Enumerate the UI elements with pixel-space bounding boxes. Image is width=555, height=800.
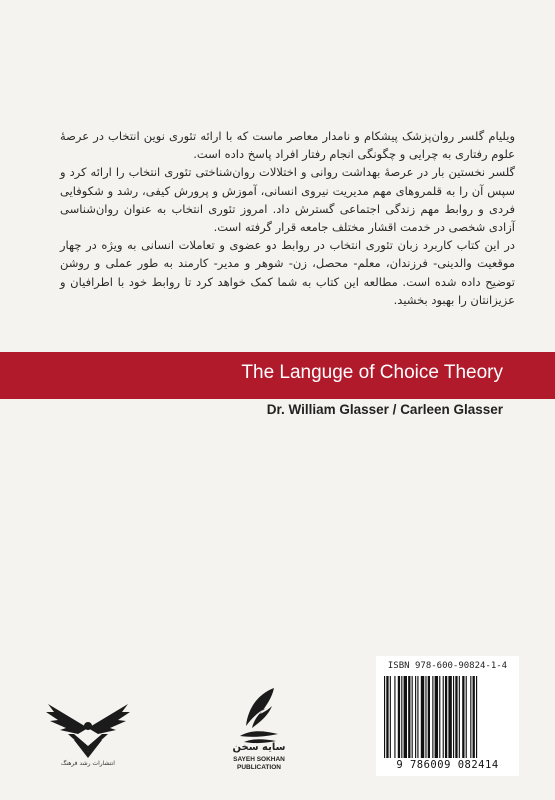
barcode-bar bbox=[384, 676, 385, 758]
isbn-label: ISBN 978-600-90824-1-4 bbox=[387, 661, 508, 671]
isbn-barcode-block bbox=[376, 656, 519, 776]
barcode-bar bbox=[448, 676, 451, 758]
feather-quill-icon bbox=[228, 684, 292, 748]
barcode-bar bbox=[417, 676, 418, 758]
blurb-paragraph-2: گلسر نخستین بار در عرصهٔ بهداشت روانی و اختلالات روان‌شناختی تئوری انتخاب را ارائه کرد و سپس آن را به قلمروهای مهم مدیریت نیروی انسانی، آموزش و پرورش کیفی، رشد و شکوفایی فردی و روابط مهم زندگی اجتماعی گسترش داد. امروز تئوری انتخاب به عنوان روان‌شناسی آزادی شخصی در خدمت اقشار مختلف جامعه قرار گرفته است. bbox=[60, 165, 515, 235]
barcode-number: 9 786009 082414 bbox=[396, 759, 499, 771]
barcode-bar bbox=[445, 676, 447, 758]
barcode-bar bbox=[476, 676, 477, 758]
barcode-bar bbox=[435, 676, 438, 758]
winged-emblem-icon bbox=[44, 690, 132, 770]
barcode-bar bbox=[401, 676, 402, 758]
blurb-text bbox=[60, 127, 515, 309]
barcode-bar bbox=[386, 676, 388, 758]
barcode-bar bbox=[473, 676, 475, 758]
barcode-bar bbox=[459, 676, 460, 758]
barcode-bar bbox=[462, 676, 464, 758]
publisher-name-line2: PUBLICATION bbox=[237, 764, 281, 771]
title-band bbox=[0, 352, 555, 399]
blurb-paragraph-1: ویلیام گلسر روان‌پزشک پیشکام و نامدار معاصر ماست که با ارائه تئوری نوین انتخاب در عرصهٔ علوم رفتاری به چرایی و چگونگی انجام رفتار افراد پاسخ داده است. bbox=[60, 129, 515, 162]
barcode-bar bbox=[398, 676, 400, 758]
barcode-bar bbox=[425, 676, 426, 758]
barcode-bar bbox=[455, 676, 457, 758]
barcode-bar bbox=[443, 676, 444, 758]
publisher-name-persian: سایه سخن bbox=[232, 742, 286, 753]
barcode-bar bbox=[439, 676, 440, 758]
publisher-name-english bbox=[220, 756, 298, 772]
barcode-bar bbox=[394, 676, 395, 758]
barcode-bar bbox=[415, 676, 416, 758]
barcode-bar bbox=[412, 676, 413, 758]
barcode-bar bbox=[453, 676, 454, 758]
publisher-name-line1: SAYEH SOKHAN bbox=[233, 756, 285, 763]
authors-line: Dr. William Glasser / Carleen Glasser bbox=[266, 402, 503, 417]
publisher-left-label: انتشارات رشد فرهنگ bbox=[61, 760, 115, 767]
barcode-bar bbox=[470, 676, 471, 758]
barcode-icon bbox=[384, 676, 511, 758]
barcode-bar bbox=[404, 676, 407, 758]
book-title-english: The Languge of Choice Theory bbox=[241, 362, 503, 383]
barcode-bar bbox=[428, 676, 430, 758]
barcode-bar bbox=[421, 676, 424, 758]
barcode-bar bbox=[432, 676, 433, 758]
barcode-bar bbox=[408, 676, 410, 758]
blurb-paragraph-3: در این کتاب کاربرد زبان تئوری انتخاب در روابط دو عضوی و تعاملات انسانی به ویژه در چهار موقعیت والدینی- فرزندان، معلم- محصل، زن- شوهر و مدیر- کارمند به طور عملی و روشن توضیح داده شده است. مطالعه این کتاب به شما کمک خواهد کرد تا روابط خود با اطرافیان و عزیزانتان را بهبود بخشید. bbox=[60, 238, 515, 307]
barcode-bar bbox=[466, 676, 467, 758]
barcode-bar bbox=[390, 676, 391, 758]
